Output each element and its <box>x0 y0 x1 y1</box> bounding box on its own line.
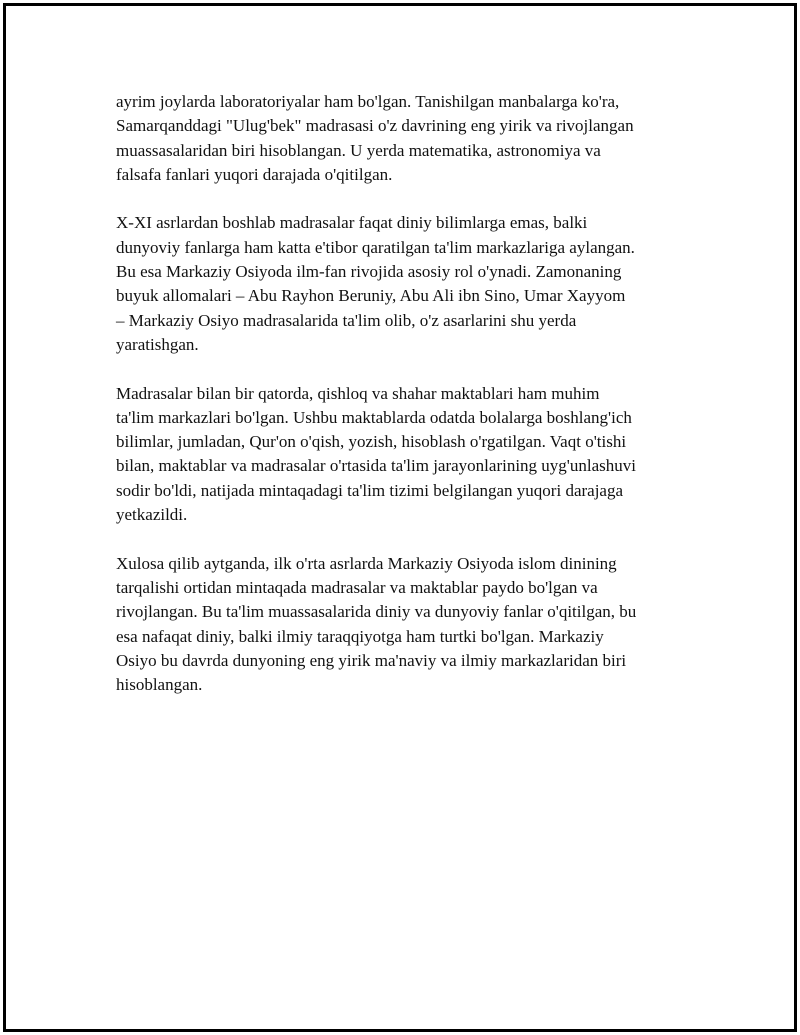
paragraph-3 <box>116 382 696 528</box>
text-line: Xulosa qilib aytganda, ilk o'rta asrlarda Markaziy Osiyoda islom dinining <box>116 553 617 573</box>
text-line: yetkazildi. <box>116 505 188 525</box>
text-line: Madrasalar bilan bir qatorda, qishloq va shahar maktablari ham muhim <box>116 383 600 403</box>
text-line: falsafa fanlari yuqori darajada o'qitilgan. <box>116 164 393 184</box>
text-line: bilimlar, jumladan, Qur'on o'qish, yozish, hisoblash o'rgatilgan. Vaqt o'tishi <box>116 432 627 452</box>
paragraph-4 <box>116 552 696 698</box>
text-line: Osiyo bu davrda dunyoning eng yirik ma'naviy va ilmiy markazlaridan biri <box>116 650 627 670</box>
text-line: esa nafaqat diniy, balki ilmiy taraqqiyotga ham turtki bo'lgan. Markaziy <box>116 626 604 646</box>
document-body <box>116 90 696 722</box>
text-line: yaratishgan. <box>116 334 199 354</box>
text-line: buyuk allomalari – Abu Rayhon Beruniy, Abu Ali ibn Sino, Umar Xayyom <box>116 286 626 306</box>
text-line: bilan, maktablar va madrasalar o'rtasida ta'lim jarayonlarining uyg'unlashuvi <box>116 456 636 476</box>
text-line: Samarqanddagi "Ulug'bek" madrasasi o'z davrining eng yirik va rivojlangan <box>116 116 634 136</box>
text-line: muassasalaridan biri hisoblangan. U yerda matematika, astronomiya va <box>116 140 601 160</box>
text-line: X-XI asrlardan boshlab madrasalar faqat diniy bilimlarga emas, balki <box>116 213 588 233</box>
text-line: ayrim joylarda laboratoriyalar ham bo'lgan. Tanishilgan manbalarga ko'ra, <box>116 92 620 111</box>
text-line: dunyoviy fanlarga ham katta e'tibor qaratilgan ta'lim markazlariga aylangan. <box>116 237 635 257</box>
paragraph-1 <box>116 90 696 187</box>
text-line: – Markaziy Osiyo madrasalarida ta'lim olib, o'z asarlarini shu yerda <box>116 310 577 330</box>
text-line: Bu esa Markaziy Osiyoda ilm-fan rivojida asosiy rol o'ynadi. Zamonaning <box>116 262 622 282</box>
text-line: ta'lim markazlari bo'lgan. Ushbu maktablarda odatda bolalarga boshlang'ich <box>116 407 632 427</box>
text-line: sodir bo'ldi, natijada mintaqadagi ta'lim tizimi belgilangan yuqori darajaga <box>116 480 624 500</box>
text-line: tarqalishi ortidan mintaqada madrasalar va maktablar paydo bo'lgan va <box>116 577 598 597</box>
text-line: rivojlangan. Bu ta'lim muassasalarida diniy va dunyoviy fanlar o'qitilgan, bu <box>116 602 637 622</box>
text-line: hisoblangan. <box>116 675 203 695</box>
paragraph-2 <box>116 211 696 357</box>
